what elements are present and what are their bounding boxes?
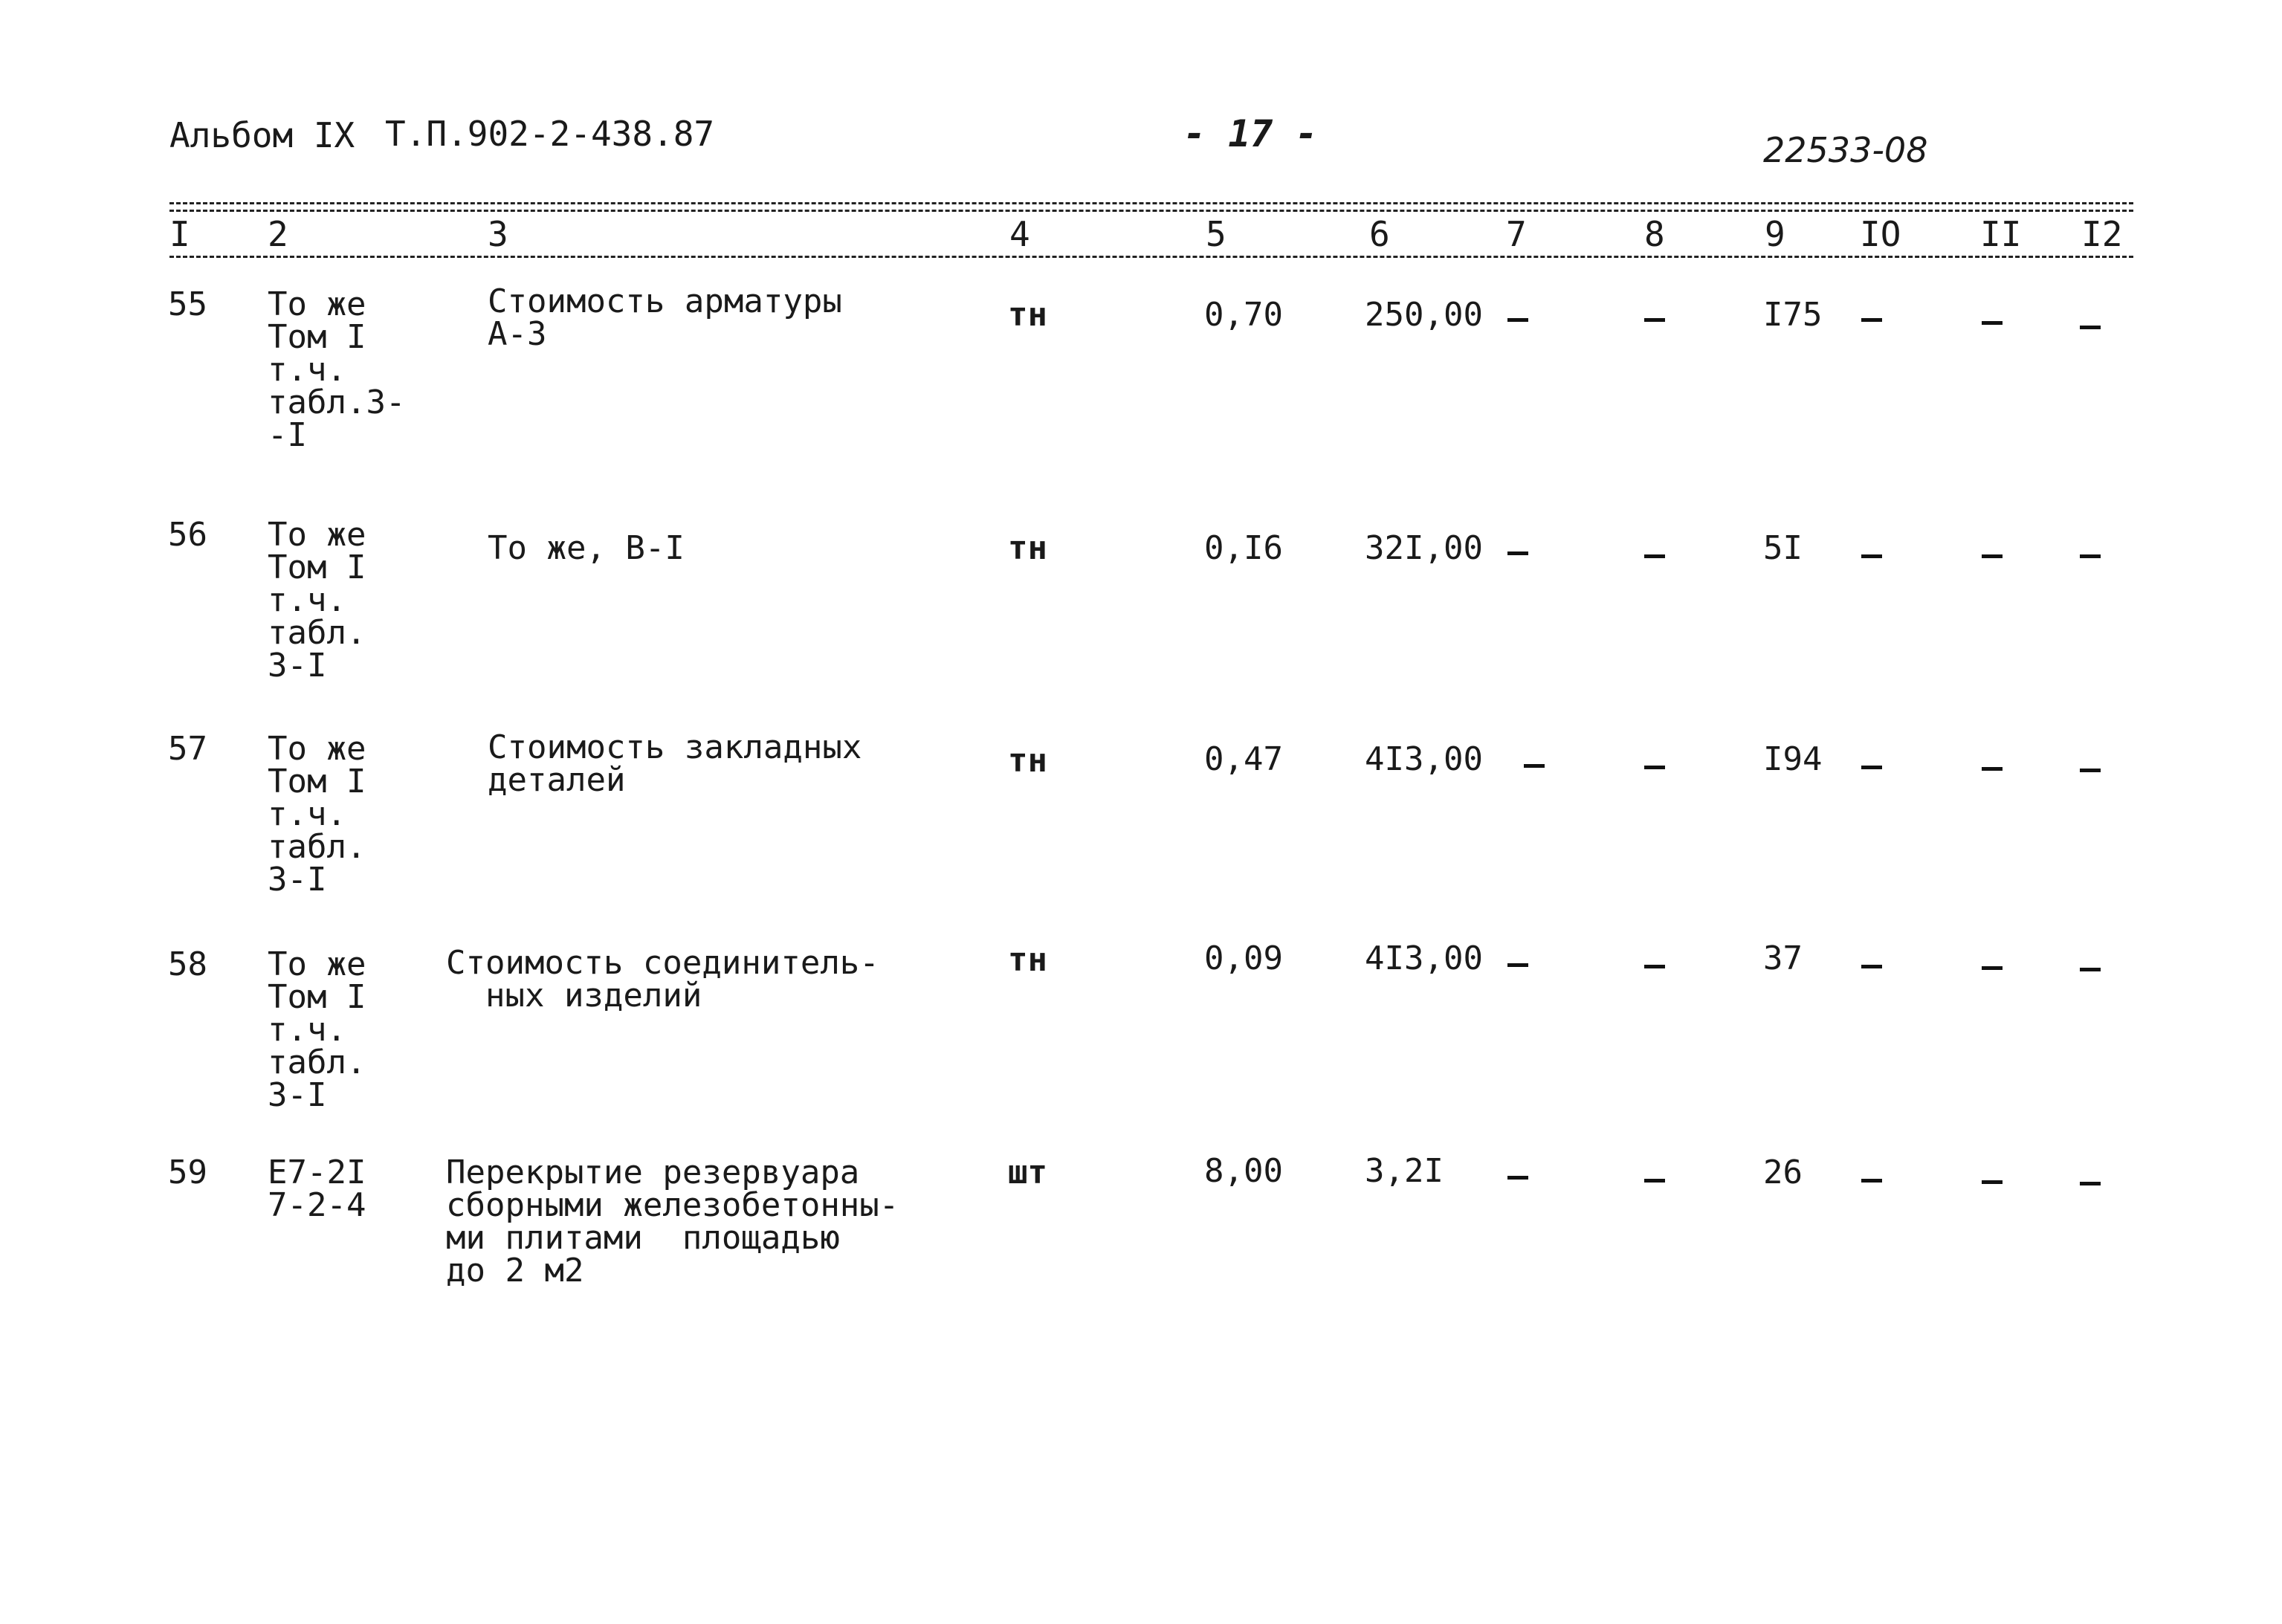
column-number: 8 [1644, 214, 1665, 254]
column-number: I [169, 214, 190, 254]
column-number: 3 [488, 214, 508, 254]
dash-col10 [1861, 1179, 1882, 1183]
unit-cell: тн [1008, 529, 1047, 567]
column-number: 9 [1765, 214, 1785, 254]
column-number: IO [1860, 214, 1901, 254]
column-number: 4 [1009, 214, 1030, 254]
dash-col10 [1861, 554, 1882, 558]
column-number: I2 [2081, 214, 2123, 254]
dash-col12 [2080, 326, 2101, 329]
reference-cell: То же Том I т.ч. табл.3- -I [268, 285, 406, 454]
header-rule-top-2 [169, 210, 2133, 212]
quantity-cell: 0,70 [1204, 296, 1283, 334]
dash-col7 [1507, 318, 1528, 322]
dash-col7 [1507, 551, 1528, 555]
row-number: 58 [168, 945, 207, 983]
reference-cell: То же Том I т.ч. табл. 3-I [268, 516, 366, 685]
total-cell: I75 [1763, 296, 1823, 334]
column-number: 5 [1206, 214, 1226, 254]
row-number: 59 [168, 1154, 207, 1191]
reference-cell: То же Том I т.ч. табл. 3-I [268, 730, 366, 899]
dash-col8 [1644, 554, 1665, 558]
header-rule-bottom [169, 256, 2133, 258]
dash-col12 [2080, 1182, 2101, 1185]
unit-cell: тн [1008, 296, 1047, 334]
price-cell: 250,00 [1365, 296, 1483, 334]
total-cell: 5I [1763, 529, 1803, 567]
dash-col12 [2080, 554, 2101, 558]
description-cell: Перекрытие резервуара сборными железобетонны- ми плитами площадью до 2 м2 [446, 1154, 899, 1290]
row-number: 55 [168, 285, 207, 323]
document-code: 22533-08 [1763, 130, 1928, 170]
dash-col8 [1644, 1179, 1665, 1183]
unit-cell: тн [1008, 941, 1047, 979]
dash-col7 [1507, 1176, 1528, 1180]
quantity-cell: 0,I6 [1204, 529, 1283, 567]
dash-col10 [1861, 965, 1882, 968]
dash-col12 [2080, 769, 2101, 772]
dash-col12 [2080, 968, 2101, 971]
column-number: 6 [1369, 214, 1390, 254]
price-cell: 4I3,00 [1365, 740, 1483, 778]
dash-col10 [1861, 318, 1882, 322]
description-cell: Стоимость соединитель- ных изделий [446, 944, 879, 1015]
price-cell: 3,2I [1365, 1152, 1444, 1190]
column-number: 7 [1506, 214, 1527, 254]
quantity-cell: 8,00 [1204, 1152, 1283, 1190]
total-cell: 37 [1763, 939, 1803, 977]
project-code: Т.П.902-2-438.87 [385, 114, 715, 154]
column-number: II [1980, 214, 2022, 254]
dash-col11 [1982, 321, 2003, 325]
description-cell: Стоимость закладных деталей [488, 728, 862, 799]
unit-cell: тн [1008, 742, 1047, 780]
total-cell: 26 [1763, 1154, 1803, 1191]
dash-col8 [1644, 965, 1665, 968]
dash-col7 [1507, 963, 1528, 967]
description-cell: Стоимость арматуры А-3 [488, 282, 842, 353]
reference-cell: Е7-2I 7-2-4 [268, 1154, 366, 1224]
description-cell: То же, В-I [488, 529, 685, 567]
quantity-cell: 0,47 [1204, 740, 1283, 778]
dash-col11 [1982, 767, 2003, 771]
header-rule-top-1 [169, 202, 2133, 204]
price-cell: 32I,00 [1365, 529, 1483, 567]
dash-col11 [1982, 554, 2003, 558]
album-label: Альбом IX [169, 115, 355, 155]
column-number: 2 [268, 214, 288, 254]
row-number: 57 [168, 730, 207, 768]
price-cell: 4I3,00 [1365, 939, 1483, 977]
reference-cell: То же Том I т.ч. табл. 3-I [268, 945, 366, 1114]
dash-col8 [1644, 766, 1665, 769]
page-number: - 17 - [1183, 112, 1318, 155]
unit-cell: шт [1008, 1154, 1047, 1191]
total-cell: I94 [1763, 740, 1823, 778]
dash-col8 [1644, 318, 1665, 322]
row-number: 56 [168, 516, 207, 554]
dash-col7 [1524, 764, 1545, 768]
dash-col10 [1861, 766, 1882, 769]
quantity-cell: 0,09 [1204, 939, 1283, 977]
dash-col11 [1982, 1180, 2003, 1184]
dash-col11 [1982, 966, 2003, 970]
